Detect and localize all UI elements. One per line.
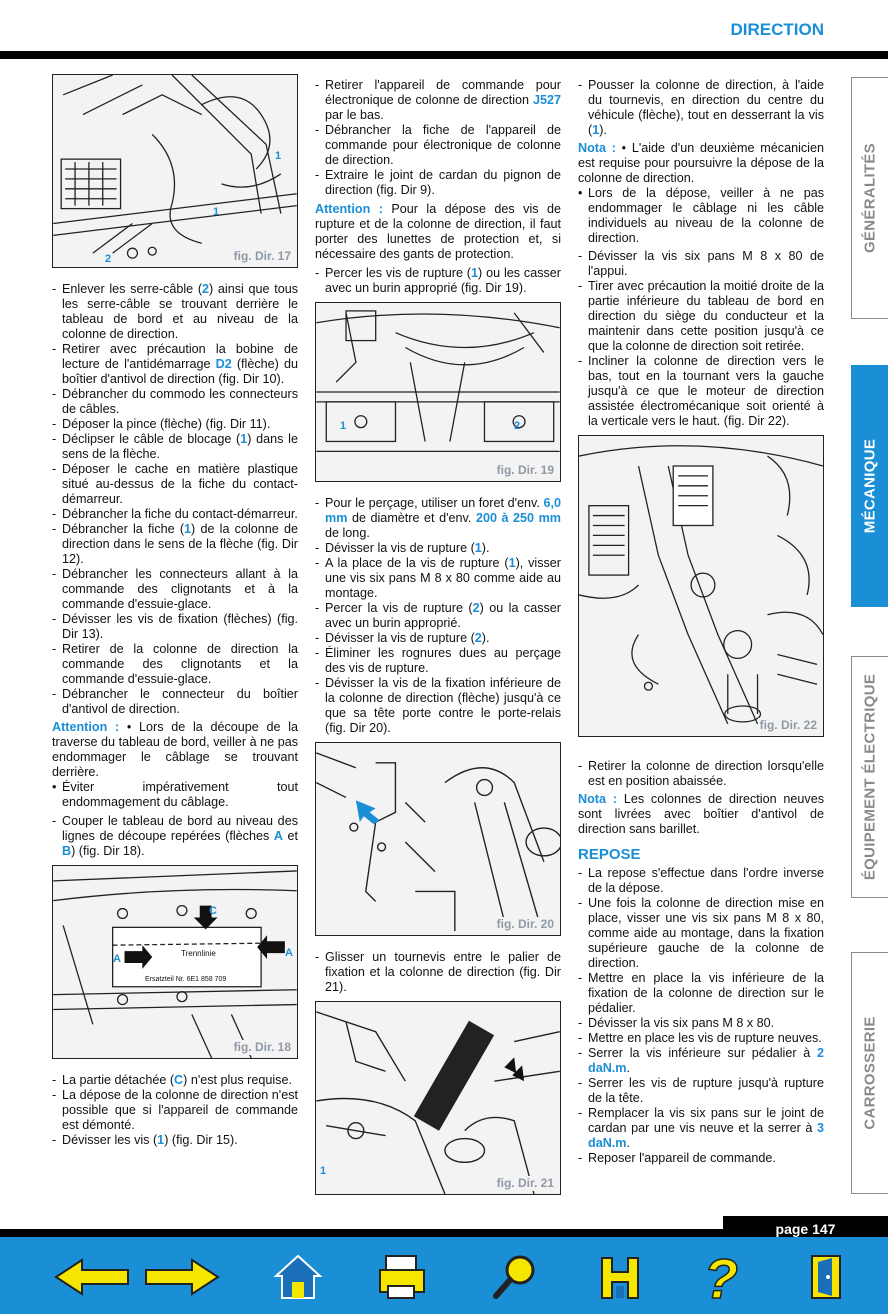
figure-label: 1 <box>275 150 282 162</box>
back-arrow-icon[interactable] <box>52 1252 132 1302</box>
figure-dir-19-drawing <box>316 303 560 481</box>
figure-dir-18 <box>52 865 298 1059</box>
header-divider <box>0 51 888 59</box>
list-item: - Débrancher le connecteur du boîtier d'antivol de direction. <box>52 687 298 716</box>
list-item: - Remplacer la vis six pans sur le joint de cardan par une vis neuve et la serrer à 3 daN.m. <box>578 1106 824 1150</box>
help-icon[interactable] <box>690 1252 752 1302</box>
tab-carrosserie[interactable]: CARROSSERIE <box>851 952 888 1194</box>
list-item: - Dévisser la vis de rupture (2). <box>315 631 490 645</box>
list-item: - Reposer l'appareil de commande. <box>578 1151 776 1165</box>
figure-dir-21 <box>315 1001 561 1195</box>
nota-note: Nota : Les colonnes de direction neuves sont livrées avec boîtier d'antivol de direction sans barillet. <box>578 792 824 836</box>
figure-label: 1 <box>213 206 220 218</box>
figure-caption: fig. Dir. 19 <box>496 463 554 477</box>
list-item: - Retirer la colonne de direction lorsqu'elle est en position abaissée. <box>578 759 824 788</box>
tab-generalites[interactable]: GÉNÉRALITÉS <box>851 77 888 319</box>
list-item: - Enlever les serre-câble (2) ainsi que tous les serre-câble se trouvant derrière le tableau de bord et au niveau de la colonne de direction. <box>52 282 298 341</box>
list-item: - Dévisser la vis six pans M 8 x 80 de l'appui. <box>578 249 824 278</box>
figure-label: 1 <box>340 420 347 432</box>
list-item: - Dévisser la vis de la fixation inférieure de la colonne de direction (flèche) jusqu'à ce que sa tête porte contre le porte-relais (fig. Dir 20). <box>315 676 561 735</box>
attention-note: Attention : Pour la dépose des vis de rupture et de la colonne de direction, il faut porter des lunettes de protection et, si nécessaire des gants de protection. <box>315 202 562 261</box>
list-item: - La repose s'effectue dans l'ordre inverse de la dépose. <box>578 866 824 895</box>
list-item: - Incliner la colonne de direction vers le bas, tout en la tournant vers la gauche jusqu'à ce que le moteur de direction assistée électromécanique soit orienté à la verticale vers le haut. (fig. Dir 22). <box>578 354 824 428</box>
list-item: - Percer la vis de rupture (2) ou la casser avec un burin approprié. <box>315 601 561 630</box>
figure-label: 2 <box>514 420 521 432</box>
column-3 <box>578 78 824 1166</box>
figure-caption: fig. Dir. 17 <box>233 249 291 263</box>
list-item: - Une fois la colonne de direction mise en place, visser une vis six pans M 8 x 80, comme aide au montage, dans la fixation supérieure gauche de la colonne de direction. <box>578 896 824 970</box>
plate-text: Trennlinie <box>181 949 216 958</box>
figure-caption: fig. Dir. 22 <box>759 718 817 732</box>
figure-label: C <box>209 905 217 917</box>
figure-label: A <box>113 953 121 965</box>
tab-equipement-electrique[interactable]: ÉQUIPEMENT ÉLECTRIQUE <box>851 656 888 898</box>
list-item: - Glisser un tournevis entre le palier de fixation et la colonne de direction (fig. Dir 21). <box>315 950 561 994</box>
figure-label: 1 <box>320 1165 327 1177</box>
page-number: page 147 <box>723 1216 888 1242</box>
figure-label: 2 <box>105 253 112 265</box>
home-icon[interactable] <box>270 1252 326 1302</box>
tab-mecanique[interactable]: MÉCANIQUE <box>851 365 888 607</box>
list-item: - Débrancher la fiche de l'appareil de commande pour électronique de colonne de direction. <box>315 123 561 167</box>
exit-icon[interactable] <box>806 1252 846 1302</box>
figure-caption: fig. Dir. 18 <box>233 1040 291 1054</box>
figure-dir-17 <box>52 74 298 268</box>
list-item: - Serrer les vis de rupture jusqu'à rupture de la tête. <box>578 1076 824 1105</box>
search-icon[interactable] <box>490 1252 542 1302</box>
list-item: - Dévisser la vis de rupture (1). <box>315 541 490 555</box>
list-item: - Dévisser la vis six pans M 8 x 80. <box>578 1016 775 1030</box>
list-item: - Déposer le cache en matière plastique situé au-dessus de la fiche du contact-démarreur. <box>52 462 298 506</box>
index-icon[interactable] <box>594 1252 646 1302</box>
procedure-list <box>52 282 298 717</box>
section-heading-repose: REPOSE <box>578 846 641 863</box>
plate-text: Ersatzteil Nr. 6E1 858 709 <box>145 976 227 983</box>
list-item: - Mettre en place la vis inférieure de la fixation de la colonne de direction sur le pédalier. <box>578 971 824 1015</box>
figure-dir-18-drawing <box>53 866 297 1058</box>
list-item: - Serrer la vis inférieure sur pédalier à 2 daN.m. <box>578 1046 824 1075</box>
bullet-item: • Lors de la dépose, veiller à ne pas endommager le câblage ni les câble individuels au niveau de la colonne de direction. <box>578 186 824 245</box>
figure-caption: fig. Dir. 20 <box>496 917 554 931</box>
navigation-bar <box>0 1237 888 1314</box>
print-icon[interactable] <box>376 1252 428 1302</box>
list-item: - Retirer de la colonne de direction la commande des clignotants et la commande d'essuie-glace. <box>52 642 298 686</box>
list-item: - A la place de la vis de rupture (1), visser une vis six pans M 8 x 80 comme aide au montage. <box>315 556 562 600</box>
svg-text:?: ? <box>703 1252 739 1302</box>
list-item: - Mettre en place les vis de rupture neuves. <box>578 1031 822 1045</box>
list-item: - La partie détachée (C) n'est plus requise. <box>52 1073 292 1087</box>
list-item: - Dévisser les vis (1) (fig. Dir 15). <box>52 1133 238 1147</box>
figure-dir-19 <box>315 302 561 482</box>
list-item: - Débrancher la fiche du contact-démarreur. <box>52 507 298 521</box>
figure-dir-22 <box>578 435 824 737</box>
list-item: - Déclipser le câble de blocage (1) dans le sens de la flèche. <box>52 432 298 461</box>
figure-dir-22-drawing <box>579 436 823 736</box>
page-title: DIRECTION <box>730 20 824 39</box>
list-item: - Percer les vis de rupture (1) ou les casser avec un burin approprié (fig. Dir 19). <box>315 266 561 295</box>
attention-note: Attention : • Lors de la découpe de la traverse du tableau de bord, veiller à ne pas endommager le câblage se trouvant derrière. <box>52 720 299 779</box>
list-item: - La dépose de la colonne de direction n'est possible que si l'appareil de commande est démonté. <box>52 1088 298 1132</box>
forward-arrow-icon[interactable] <box>142 1252 222 1302</box>
list-item: - Éliminer les rognures dues au perçage des vis de rupture. <box>315 646 561 675</box>
list-item: - Débrancher les connecteurs allant à la commande des clignotants et à la commande d'essuie-glace. <box>52 567 298 611</box>
column-1 <box>52 74 298 1148</box>
list-item: - Retirer l'appareil de commande pour électronique de colonne de direction J527 par le bas. <box>315 78 561 122</box>
list-item: - Pour le perçage, utiliser un foret d'env. 6,0 mm de diamètre et d'env. 200 à 250 mm de long. <box>315 496 562 540</box>
nota-note: Nota : • L'aide d'un deuxième mécanicien est requise pour poursuivre la dépose de la colonne de direction. <box>578 141 824 185</box>
column-2 <box>315 78 561 1203</box>
list-item: - Déposer la pince (flèche) (fig. Dir 11). <box>52 417 271 431</box>
list-item: - Retirer avec précaution la bobine de lecture de l'antidémarrage D2 (flèche) du boîtier d'antivol de direction (fig. Dir 10). <box>52 342 299 386</box>
list-item: - Couper le tableau de bord au niveau des lignes de découpe repérées (flèches A et B) (fig. Dir 18). <box>52 814 298 858</box>
list-item: - Débrancher du commodo les connecteurs de câbles. <box>52 387 298 416</box>
list-item: - Débrancher la fiche (1) de la colonne de direction dans le sens de la flèche (fig. Dir 12). <box>52 522 299 566</box>
figure-caption: fig. Dir. 21 <box>496 1176 554 1190</box>
figure-dir-20 <box>315 742 561 936</box>
figure-dir-20-drawing <box>316 743 560 935</box>
list-item: - Dévisser les vis de fixation (flèches) (fig. Dir 13). <box>52 612 298 641</box>
figure-dir-17-drawing <box>53 75 297 267</box>
figure-label: A <box>285 947 293 959</box>
list-item: - Extraire le joint de cardan du pignon de direction (fig. Dir 9). <box>315 168 561 197</box>
figure-dir-21-drawing <box>316 1002 560 1194</box>
list-item: - Pousser la colonne de direction, à l'aide du tournevis, en direction du centre du véhicule (flèche), tout en desserrant la vis (1). <box>578 78 824 137</box>
bullet-item: • Éviter impérativement tout endommagement du câblage. <box>52 780 298 809</box>
list-item: - Tirer avec précaution la moitié droite de la partie inférieure du tableau de bord en direction du siège du conducteur et la maintenir dans cette position jusqu'à ce que la colonne de direction soit retirée. <box>578 279 824 353</box>
